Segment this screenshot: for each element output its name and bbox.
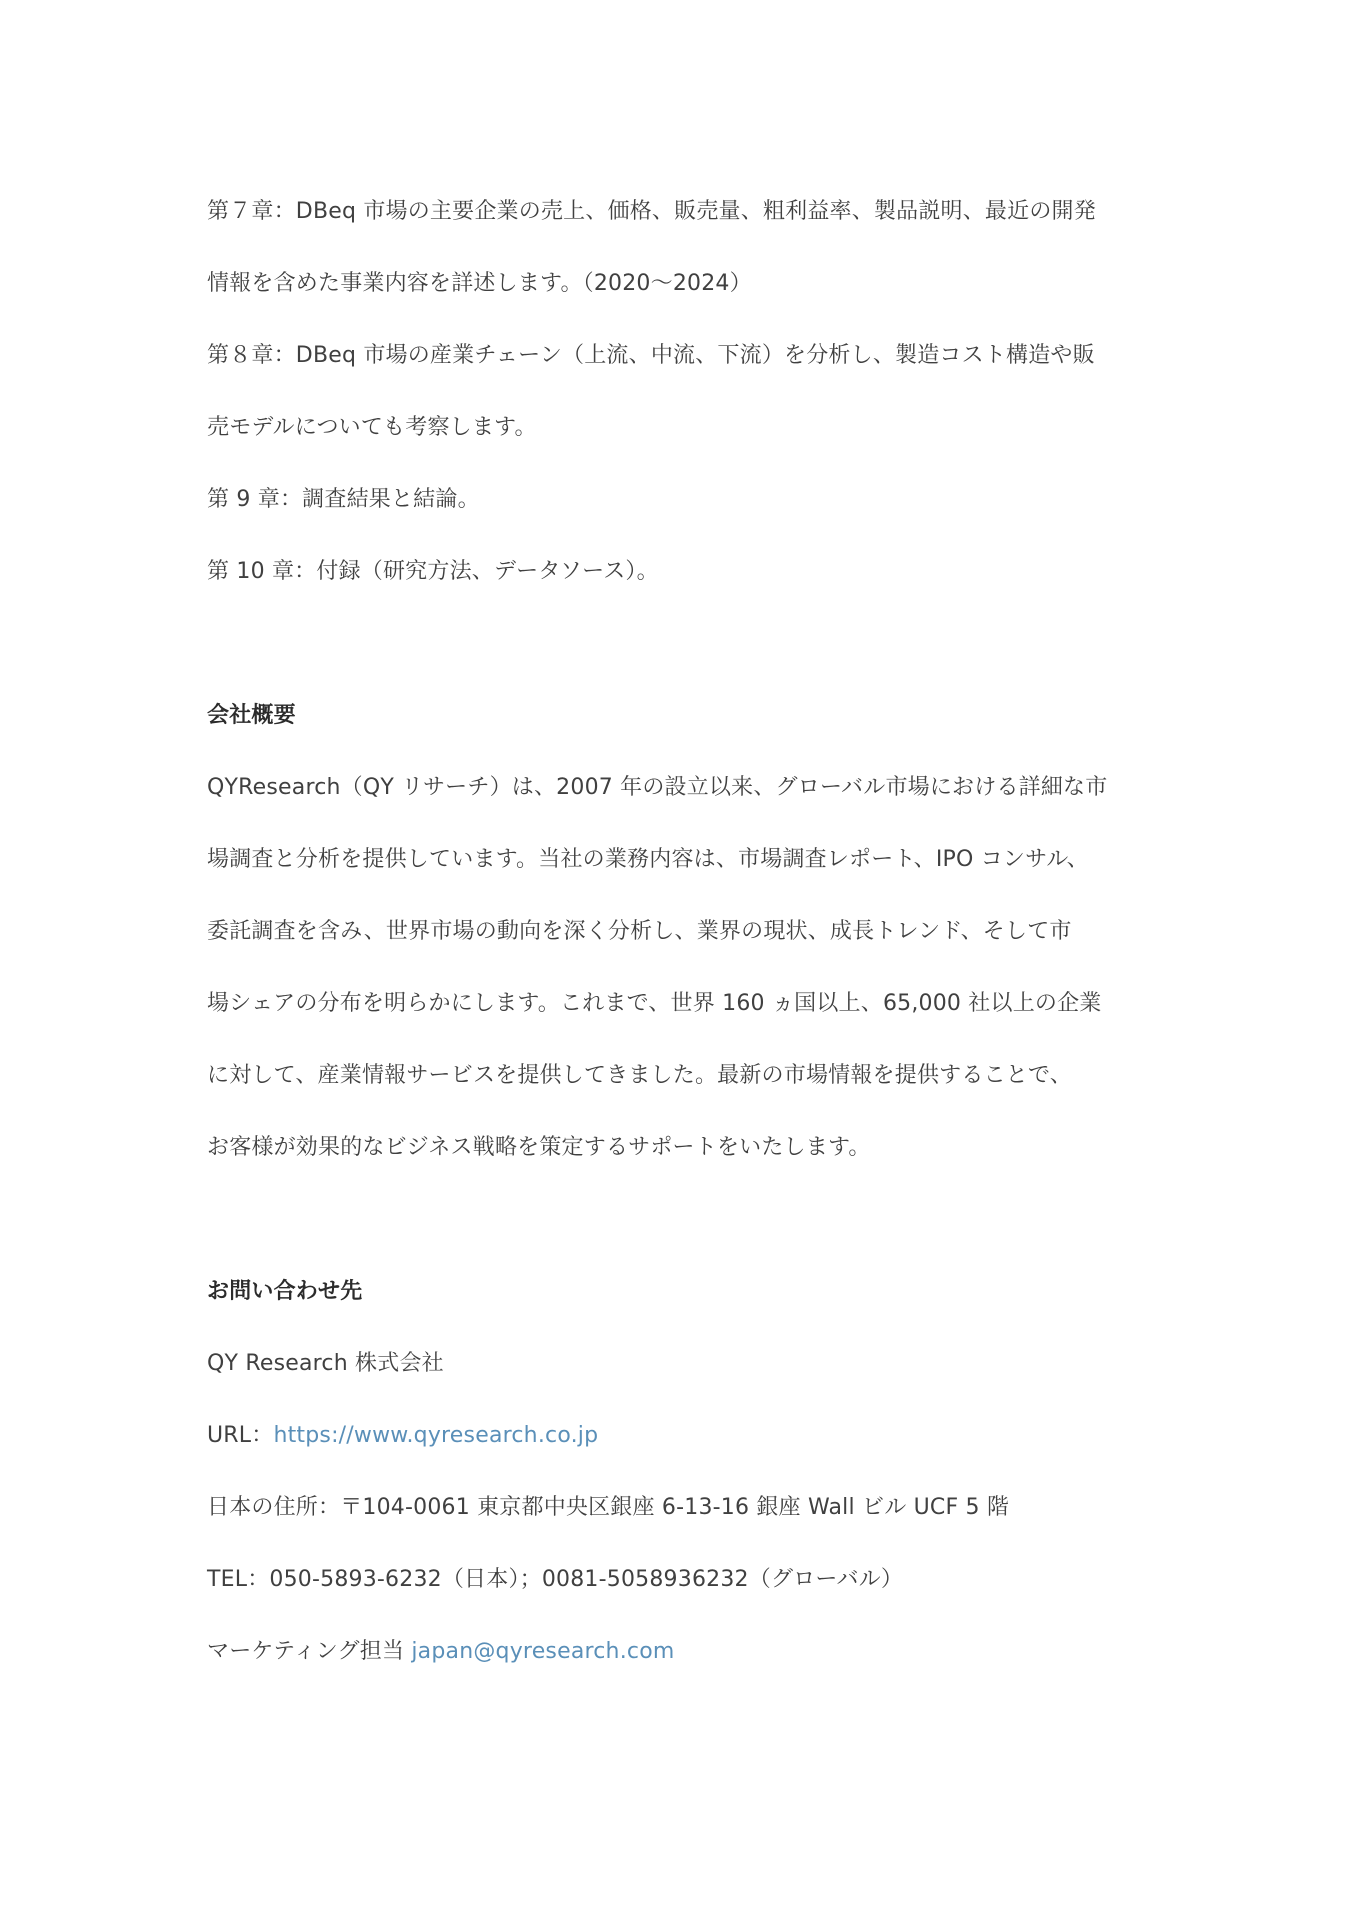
company-overview-line: 場調査と分析を提供しています。当社の業務内容は、市場調査レポート、IPO コンサル、 [207,847,1089,872]
website-link[interactable]: https://www.qyresearch.co.jp [273,1423,599,1448]
contact-heading: お問い合わせ先 [207,1279,363,1304]
chapter-7-line-2: 情報を含めた事業内容を詳述します。（2020～2024） [207,271,752,296]
company-overview-line: に対して、産業情報サービスを提供してきました。最新の市場情報を提供することで、 [207,1063,1072,1088]
chapter-7-line-1: 第７章：DBeq 市場の主要企業の売上、価格、販売量、粗利益率、製品説明、最近の開発 [207,199,1096,224]
section-gap [207,608,1167,680]
contact-address: 日本の住所：〒104-0061 東京都中央区銀座 6-13-16 銀座 Wall ビル UCF 5 階 [207,1495,1010,1520]
contact-marketing-row [207,1616,1167,1688]
chapter-8-line-2: 売モデルについても考察します。 [207,415,537,440]
chapter-9: 第 9 章：調査結果と結論。 [207,487,480,512]
document-page [207,176,1167,1688]
contact-company-name: QY Research 株式会社 [207,1351,444,1376]
company-overview-line: QYResearch（QY リサーチ）は、2007 年の設立以来、グローバル市場における詳細な市 [207,775,1108,800]
chapter-8-line-1: 第８章：DBeq 市場の産業チェーン（上流、中流、下流）を分析し、製造コスト構造や販 [207,343,1095,368]
email-link[interactable]: japan@qyresearch.com [411,1639,675,1664]
section-gap [207,1184,1167,1256]
contact-tel: TEL：050-5893-6232（日本）；0081-5058936232（グローバル） [207,1567,904,1592]
url-label: URL： [207,1423,274,1448]
chapter-10: 第 10 章：付録（研究方法、データソース）。 [207,559,659,584]
company-overview-heading: 会社概要 [207,703,296,728]
company-overview-line: お客様が効果的なビジネス戦略を策定するサポートをいたします。 [207,1135,871,1160]
contact-url-row [207,1400,1167,1472]
marketing-label: マーケティング担当 [207,1639,412,1664]
company-overview-line: 委託調査を含み、世界市場の動向を深く分析し、業界の現状、成長トレンド、そして市 [207,919,1072,944]
company-overview-line: 場シェアの分布を明らかにします。これまで、世界 160 ヵ国以上、65,000 社以上の企業 [207,991,1102,1016]
